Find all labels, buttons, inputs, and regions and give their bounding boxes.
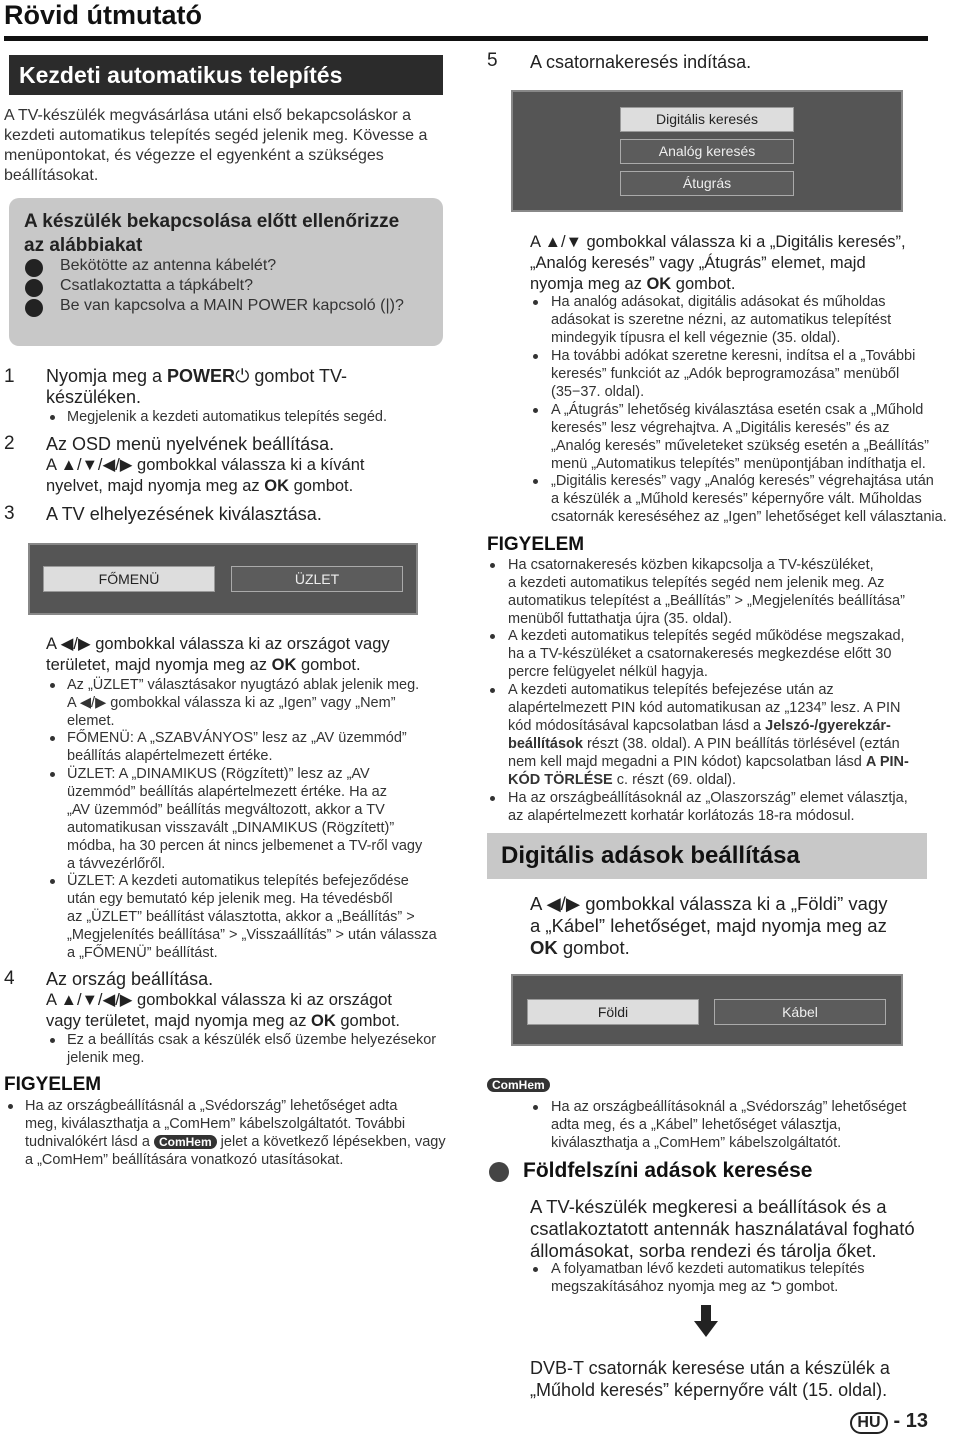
warning-text: percre felügyelet nélkül hagyja. [508, 664, 708, 680]
comhem-note: kiválaszthatja a „ComHem” kábelszolgáltatót. [551, 1135, 842, 1151]
location-note: FŐMENÜ: A „SZABVÁNYOS” lesz az „AV üzemmód” [67, 730, 407, 746]
search-note: mindegyik típusra el kell végeznie (35. oldal). [551, 330, 841, 346]
comhem-note: adta meg, és a „Kábel” lehetőséget választja, [551, 1117, 842, 1133]
checklist-title: A készülék bekapcsolása előtt ellenőrizze az alábbiakat [24, 211, 400, 256]
search-note: keresés” funkciót az „Adók beprogramozása” menüből [551, 366, 900, 382]
digital-line: a „Kábel” lehetőséget, majd nyomja meg az [530, 915, 887, 936]
location-note: ÜZLET: A „DINAMIKUS (Rögzített)” lesz az „AV [67, 766, 370, 782]
terrestrial-line: csatlakoztatott antennák használatával fogható [530, 1218, 915, 1239]
bullet-icon [50, 683, 55, 688]
digital-line: A ◀/▶ gombokkal válassza ki a „Földi” vagy [530, 893, 888, 914]
step-number: 2 [4, 433, 15, 454]
terrestrial-title: Földfelszíni adások keresése [523, 1159, 813, 1182]
location-line: A ◀/▶ gombokkal válassza ki az országot vagy [46, 635, 390, 653]
bullet-icon [25, 259, 43, 277]
digital-line: OK gombot. [530, 937, 630, 958]
warning-text: ha a TV-készüléket a csatornakeresés megkezdése előtt 30 [508, 646, 892, 662]
bullet-icon [50, 415, 55, 420]
warning-text: az alapértelmezett korhatár korlátozás 18-ra módosul. [508, 808, 855, 824]
step-1-title: Nyomja meg a POWER⏻ gombot TV- [46, 366, 348, 386]
bullet-icon [533, 354, 538, 359]
after-search-line: „Műhold keresés” képernyőre vált (15. oldal). [530, 1380, 888, 1400]
bullet-icon [50, 736, 55, 741]
bullet-icon [8, 1104, 13, 1109]
location-note: automatikusan visszavált „DINAMIKUS (Rögzített)” [67, 820, 395, 836]
warning-text: Ha csatornakeresés közben kikapcsolja a TV-készüléket, [508, 557, 874, 573]
comhem-badge: ComHem [487, 1078, 550, 1092]
step-number: 1 [4, 366, 15, 387]
step-number: 4 [4, 968, 15, 989]
skip-button[interactable]: Átugrás [620, 171, 794, 196]
search-note: (35−37. oldal). [551, 384, 645, 400]
digital-search-button[interactable]: Digitális keresés [620, 107, 794, 132]
warning-text: menüből futtathatja újra (35. oldal). [508, 611, 733, 627]
page-number: HU - 13 [850, 1410, 928, 1434]
location-note: Az „ÜZLET” választásakor nyugtázó ablak jelenik meg. [67, 677, 420, 693]
step-2-line: A ▲/▼/◀/▶ gombokkal válassza ki a kívánt [46, 456, 365, 474]
bullet-icon [533, 1105, 538, 1110]
warning-text: KÓD TÖRLÉSE c. részt (69. oldal). [508, 772, 737, 788]
bullet-icon [490, 796, 495, 801]
search-line: nyomja meg az OK gombot. [530, 275, 736, 293]
search-note: a készülék a „Műhold keresés” képernyőre vált. Műholdas [551, 491, 922, 507]
warning-text: Ha az országbeállításoknál az „Olaszország” elemet választja, [508, 790, 908, 806]
location-note: „AV üzemmód” beállítás megváltozott, akkor a TV [67, 802, 385, 818]
location-note: elemet. [67, 713, 115, 729]
cable-button[interactable]: Kábel [714, 999, 886, 1025]
step-number: 5 [487, 50, 498, 71]
warning-text: a „ComHem” beállítására vonatkozó utasításokat. [25, 1152, 344, 1168]
warning-text: A kezdeti automatikus telepítés befejezése után az [508, 682, 834, 698]
location-note: „Megjelenítés beállítása” > „Visszaállítás” > után válassza [67, 927, 437, 943]
warning-title: FIGYELEM [487, 534, 585, 555]
location-note: az „ÜZLET” beállítást választotta, akkor a „Beállítás” > [67, 909, 415, 925]
location-note: a „FŐMENÜ” beállítást. [67, 945, 218, 961]
home-button[interactable]: FŐMENÜ [43, 566, 215, 592]
title-rule [4, 36, 928, 41]
warning-text: kód módosításával kapcsolatban lásd a Jelszó-/gyerekzár- [508, 718, 891, 734]
location-note: módba, ha 30 percen át nincs jelbemenet a TV-ről vagy [67, 838, 423, 854]
down-arrow-icon [694, 1305, 718, 1337]
after-search-line: DVB-T csatornák keresése után a készülék a [530, 1358, 890, 1378]
location-note: A ◀/▶ gombokkal válassza ki az „Igen” vagy „Nem” [67, 695, 396, 711]
checklist-item: Be van kapcsolva a MAIN POWER kapcsoló (|)? [60, 297, 404, 314]
warning-text: beállítások részt (38. oldal). A PIN beállítás törlésével (eztán [508, 736, 900, 752]
step-4-note: jelenik meg. [67, 1050, 145, 1066]
warning-text: alapértelmezett PIN kód automatikusan az „1234” lesz. A PIN [508, 700, 901, 716]
search-note: Ha további adókat szeretne keresni, indítsa el a „További [551, 348, 916, 364]
bullet-icon [25, 279, 43, 297]
bullet-icon [533, 300, 538, 305]
bullet-icon [50, 1038, 55, 1043]
power-icon: ⏻ [235, 366, 250, 386]
location-note: után egy bemutató kép jelenik meg. Ha tévedésből [67, 891, 393, 907]
search-line: A ▲/▼ gombokkal válassza ki a „Digitális keresés”, [530, 233, 906, 251]
digital-section-header: Digitális adások beállítása [487, 833, 927, 879]
terrestrial-note: A folyamatban lévő kezdeti automatikus telepítés [551, 1261, 865, 1277]
search-note: A „Átugrás” lehetőség kiválasztása esetén csak a „Műhold [551, 402, 924, 418]
location-line: területet, majd nyomja meg az OK gombot. [46, 656, 361, 674]
terrestrial-button[interactable]: Földi [527, 999, 699, 1025]
checklist-item: Csatlakoztatta a tápkábelt? [60, 277, 254, 294]
comhem-badge-wrap [487, 1076, 550, 1094]
bullet-icon [50, 772, 55, 777]
bullet-icon [490, 634, 495, 639]
bullet-icon [533, 408, 538, 413]
section-header: Kezdeti automatikus telepítés [9, 55, 443, 95]
warning-title: FIGYELEM [4, 1074, 102, 1095]
location-note: ÜZLET: A kezdeti automatikus telepítés befejeződése [67, 873, 409, 889]
search-note: menü „Automatikus telepítés” menüpontjában indíthatja el. [551, 456, 926, 472]
location-note: a távvezérlőről. [67, 856, 166, 872]
step-4-note: Ez a beállítás csak a készülék első üzembe helyezésekor [67, 1032, 437, 1048]
search-note: adásokat is szeretne nézni, az automatikus telepítést [551, 312, 892, 328]
warning-text: automatikus telepítést a „Beállítás” > „Megjelenítés beállítása” [508, 593, 905, 609]
terrestrial-line: állomásokat, sorba rendezi és tárolja őket. [530, 1240, 877, 1261]
warning-text: Ha az országbeállításnál a „Svédország” lehetőséget adta [25, 1098, 398, 1114]
search-note: „Analóg keresés” műveleteket szükség esetén a „Beállítás” [551, 438, 929, 454]
terrestrial-line: A TV-készülék megkeresi a beállítások és a [530, 1196, 887, 1217]
warning-text: meg, kiválaszthatja a „ComHem” kábelszolgáltatót. További [25, 1116, 406, 1132]
location-note: üzemmód” beállítás alapértelmezett értéke. Ha az [67, 784, 387, 800]
step-2-line: nyelvet, majd nyomja meg az OK gombot. [46, 477, 354, 495]
intro-paragraph: A TV-készülék megvásárlása utáni első bekapcsoláskor a kezdeti automatikus telepítés segéd jelenik meg. Kövesse a menüpontokat, és végezze el egyenként a szükséges beállításokat. [4, 107, 428, 184]
warning-text: A kezdeti automatikus telepítés segéd működése megszakad, [508, 628, 905, 644]
store-button[interactable]: ÜZLET [231, 566, 403, 592]
bullet-icon [490, 688, 495, 693]
bullet-icon [25, 299, 43, 317]
warning-text: tudnivalókért lásd a ComHem jelet a következő lépésekben, vagy [25, 1134, 446, 1150]
search-note: Ha analóg adásokat, digitális adásokat és műholdas [551, 294, 886, 310]
language-badge: HU [850, 1412, 887, 1434]
checklist-item: Bekötötte az antenna kábelét? [60, 257, 277, 274]
analog-search-button[interactable]: Analóg keresés [620, 139, 794, 164]
bullet-icon [489, 1162, 509, 1182]
bullet-icon [50, 879, 55, 884]
search-note: keresés” lesz végrehajtva. A „Digitális keresés” és az [551, 420, 890, 436]
search-note: csatornák kereséséhez az „Igen” lehetőséget kell választania. [551, 509, 947, 525]
bullet-icon [490, 563, 495, 568]
step-1-note: Megjelenik a kezdeti automatikus telepítés segéd. [67, 409, 387, 425]
bullet-icon [533, 1267, 538, 1272]
step-4-title: Az ország beállítása. [46, 969, 214, 989]
step-1-title-cont: készüléken. [46, 387, 142, 407]
bullet-icon [533, 479, 538, 484]
search-note: „Digitális keresés” vagy „Analóg keresés” végrehajtása után [551, 473, 934, 489]
step-5-title: A csatornakeresés indítása. [530, 52, 752, 72]
terrestrial-note: megszakításához nyomja meg az ⮌ gombot. [551, 1279, 839, 1295]
step-number: 3 [4, 503, 15, 524]
warning-text: nem kell majd megadni a PIN kódot) kapcsolatban lásd A PIN- [508, 754, 909, 770]
step-2-title: Az OSD menü nyelvének beállítása. [46, 434, 335, 454]
search-line: „Analóg keresés” vagy „Átugrás” elemet, majd [530, 254, 866, 272]
step-3-title: A TV elhelyezésének kiválasztása. [46, 504, 322, 524]
step-4-line: A ▲/▼/◀/▶ gombokkal válassza ki az országot [46, 991, 393, 1009]
page-title: Rövid útmutató [4, 0, 202, 30]
location-note: beállítás alapértelmezett értéke. [67, 748, 273, 764]
step-4-line: vagy területet, majd nyomja meg az OK gombot. [46, 1012, 401, 1030]
comhem-badge: ComHem [154, 1135, 217, 1149]
comhem-note: Ha az országbeállításoknál a „Svédország” lehetőséget [551, 1099, 907, 1115]
warning-text: a kezdeti automatikus telepítés segéd nem jelenik meg. Az [508, 575, 885, 591]
